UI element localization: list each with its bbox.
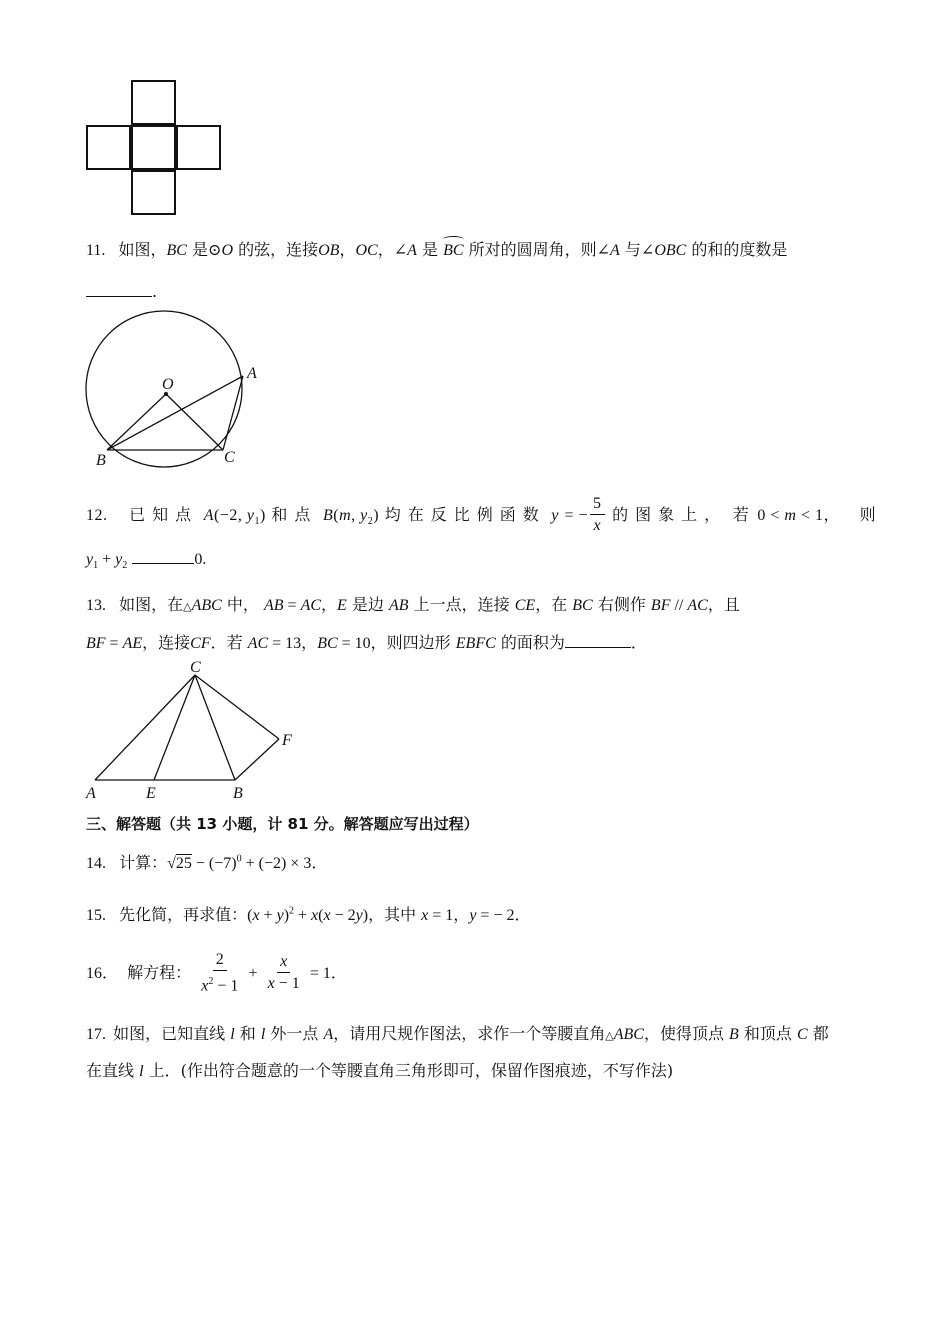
q11-label-O: O (162, 376, 174, 393)
q13-triangle-figure (80, 658, 320, 804)
q11-answer-blank[interactable] (86, 282, 152, 297)
q13-line1: 13. 如图，在△ABC 中， AB = AC，E 是边 AB 上一点，连接 CE，在 BC 右侧作 BF // AC，且 (86, 595, 740, 614)
q17-line1: 17. 如图，已知直线 l 和 l 外一点 A，请用尺规作图法，求作一个等腰直角△ABC，使得顶点 B 和顶点 C 都 (86, 1024, 829, 1043)
section3-heading: 三、解答题（共 13 小题，计 81 分。解答题应写出过程） (86, 815, 479, 833)
q11-label-B: B (96, 452, 106, 469)
cross-net-figure (84, 78, 224, 218)
q11-label-A: A (247, 365, 257, 382)
q11-label-C: C (224, 449, 235, 466)
q12-answer-blank[interactable] (132, 549, 194, 564)
q11-line1: 11. 如图，BC 是⊙O 的弦，连接OB，OC，∠A 是 BC 所对的圆周角，则∠A 与∠OBC 的和的度数是 (86, 237, 787, 260)
q17-line2: 在直线 l 上．(作出符合题意的一个等腰直角三角形即可，保留作图痕迹，不写作法) (86, 1061, 674, 1080)
q13-label-B: B (233, 785, 243, 802)
q14-line: 14. 计算：$√25 - (-7)^0 + (-2) \times 3$． (86, 853, 328, 872)
q15-line: 15. 先化简，再求值：$(x + y)^2 + x(x - 2y)$，其中 x = 1，y = − 2． (86, 905, 531, 924)
q11-circle-figure (80, 305, 280, 475)
q11-line2: . (86, 282, 157, 301)
q12-line2: $y_1 + y_2$ 0. (86, 551, 207, 572)
q11-number: 11. (86, 242, 106, 259)
q13-answer-blank[interactable] (565, 633, 631, 648)
q16-line: 16． 解方程： $\frac{2}{x^2 - 1}$ + $\frac{x}{x - 1}$ = 1． (86, 951, 347, 995)
q12-line1: 12. 已知点 A(−2, $y_1$) 和点 B(m, $y_2$) 均在反比例函数 y = − $\frac{5}{x}$ 的图象上， 若 0 < m < 1， 则 (86, 495, 877, 534)
q13-label-C: C (190, 659, 201, 676)
q13-label-F: F (282, 732, 292, 749)
q13-label-E: E (146, 785, 156, 802)
q13-line2: BF = AE，连接CF．若 AC = 13，BC = 10，则四边形 EBFC 的面积为 ． (86, 633, 647, 652)
q13-label-A: A (86, 785, 96, 802)
